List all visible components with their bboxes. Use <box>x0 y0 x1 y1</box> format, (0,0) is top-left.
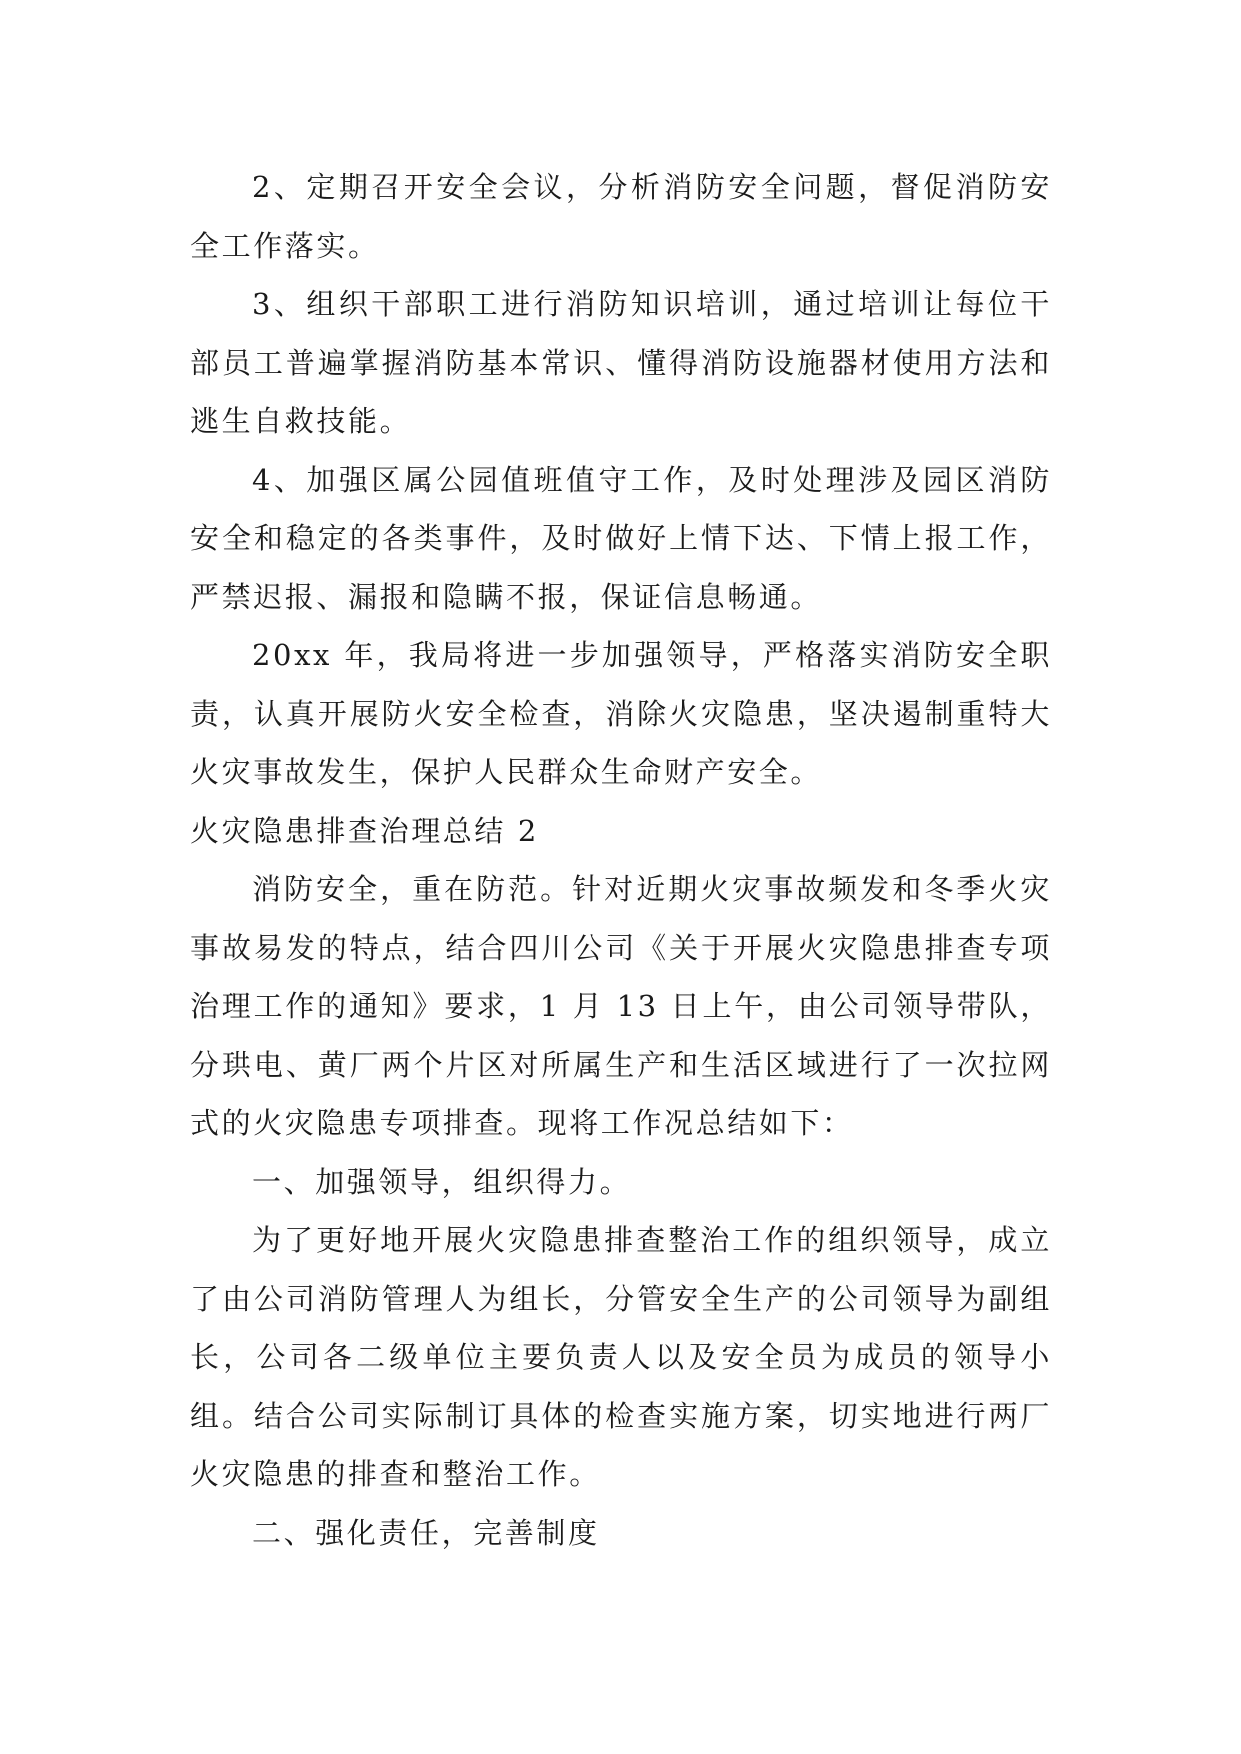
subheading-two: 二、强化责任，完善制度 <box>252 1515 600 1550</box>
document-body <box>190 158 1052 1562</box>
paragraph-leadership: 为了更好地开展火灾隐患排查整治工作的组织领导，成立了由公司消防管理人为组长，分管安全生产的公司领导为副组长，公司各二级单位主要负责人以及安全员为成员的领导小组。结合公司实际制订具体的检查实施方案，切实地进行两厂火灾隐患的排查和整治工作。 <box>190 1223 1052 1491</box>
paragraph-intro: 消防安全，重在防范。针对近期火灾事故频发和冬季火灾事故易发的特点，结合四川公司《关于开展火灾隐患排查专项治理工作的通知》要求，1 月 13 日上午，由公司领导带队，分珙电、黄厂两个片区对所属生产和生活区域进行了一次拉网式的火灾隐患专项排查。现将工作况总结如下： <box>190 872 1052 1140</box>
section-heading: 火灾隐患排查治理总结 2 <box>190 813 539 848</box>
paragraph-item-3: 3、组织干部职工进行消防知识培训，通过培训让每位干部员工普遍掌握消防基本常识、懂得消防设施器材使用方法和逃生自救技能。 <box>190 287 1052 438</box>
subheading-one: 一、加强领导，组织得力。 <box>252 1164 632 1199</box>
paragraph-item-2: 2、定期召开安全会议，分析消防安全问题，督促消防安全工作落实。 <box>190 170 1052 263</box>
paragraph-summary-plan: 20xx 年，我局将进一步加强领导，严格落实消防安全职责，认真开展防火安全检查，消除火灾隐患，坚决遏制重特大火灾事故发生，保护人民群众生命财产安全。 <box>190 638 1052 789</box>
paragraph-item-4: 4、加强区属公园值班值守工作，及时处理涉及园区消防安全和稳定的各类事件，及时做好上情下达、下情上报工作，严禁迟报、漏报和隐瞒不报，保证信息畅通。 <box>190 462 1052 614</box>
